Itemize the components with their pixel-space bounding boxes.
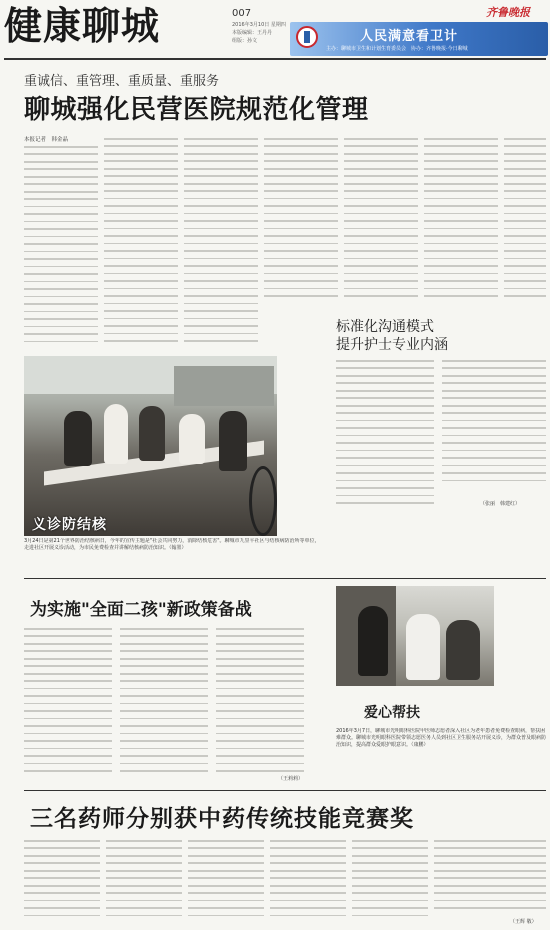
bottom-body-col-2 [106,840,182,926]
nursing-body-col-1 [336,360,434,508]
policy-body-col-1 [24,628,112,778]
bottom-body-col-3 [188,840,264,926]
brand-logo: 齐鲁晚报 [486,6,530,19]
masthead-rule [4,58,546,60]
ad-sponsor-line: 主办：聊城市卫生和计划生育委员会 协办：齐鲁晚报·今日聊城 [326,46,468,52]
policy-headline: 为实施"全面二孩"新政策备战 [30,600,252,620]
lead-headline: 聊城强化民营医院规范化管理 [24,95,369,125]
nursing-byline: （张丽 韩建红） [480,501,521,507]
lead-photo [24,356,277,536]
lead-body-col-7 [504,138,546,306]
nursing-headline-2: 提升护士专业内涵 [336,337,448,353]
lead-body-col-1 [24,146,98,354]
bottom-byline: （王辉 敬） [510,919,537,925]
policy-body-col-2 [120,628,208,778]
bottom-body-col-6 [434,840,546,918]
page-number: 007 [232,8,252,19]
lead-body-col-2 [104,138,178,354]
bottom-headline: 三名药师分别获中药传统技能竞赛奖 [30,805,414,832]
ad-emblem-icon [296,26,318,48]
charity-photo [336,586,494,686]
bottom-body-col-4 [270,840,346,926]
bottom-body-col-5 [352,840,428,926]
bottom-body-col-1 [24,840,100,926]
section-rule-bottom [24,790,546,791]
policy-byline: （王莉莉） [278,776,304,782]
section-rule-mid [24,578,546,579]
lead-body-col-5 [344,138,418,306]
charity-caption: 2016年3月7日，聊城市光明眼科医院甲医师志愿者深入社区为老年患者免费检查眼病，帮扶困难群众。聊城市光明眼科医院带领志愿医务人员到社区卫生服务站开展义诊，为群众普及眼病防治知识，提高群众爱眼护眼意识。（康鹏） [336,728,546,748]
lead-kicker: 重诚信、重管理、重质量、重服务 [24,74,220,89]
ad-banner [290,22,548,56]
lead-body-col-4 [264,138,338,306]
lead-body-col-3 [184,138,258,354]
charity-headline: 爱心帮扶 [364,705,420,721]
lead-photo-label: 义诊防结核 [32,517,107,533]
page-editor: 本版编辑：王丹丹 [232,30,273,36]
page-designer: 组版：孙文 [232,38,258,44]
lead-body-col-6 [424,138,498,306]
policy-body-col-3 [216,628,304,778]
section-title: 健康聊城 [4,3,161,48]
ad-title: 人民满意看卫计 [360,29,459,44]
nursing-body-col-2 [442,360,546,508]
nursing-headline-1: 标准化沟通模式 [336,319,434,335]
lead-photo-caption: 3月24日是第21个世界防治结核病日，今年的宣传主题是"社会共同努力，消除结核危害"。聊城市九里平社区与结核病防治所等单位，走进社区开展义诊活动，为市民免费检查并讲解结核病防治知识。（翰墨） [24,538,320,551]
lead-byline: 本报记者 韩金晶 [24,137,69,143]
issue-date: 2016年3月10日 星期四 [232,22,286,28]
